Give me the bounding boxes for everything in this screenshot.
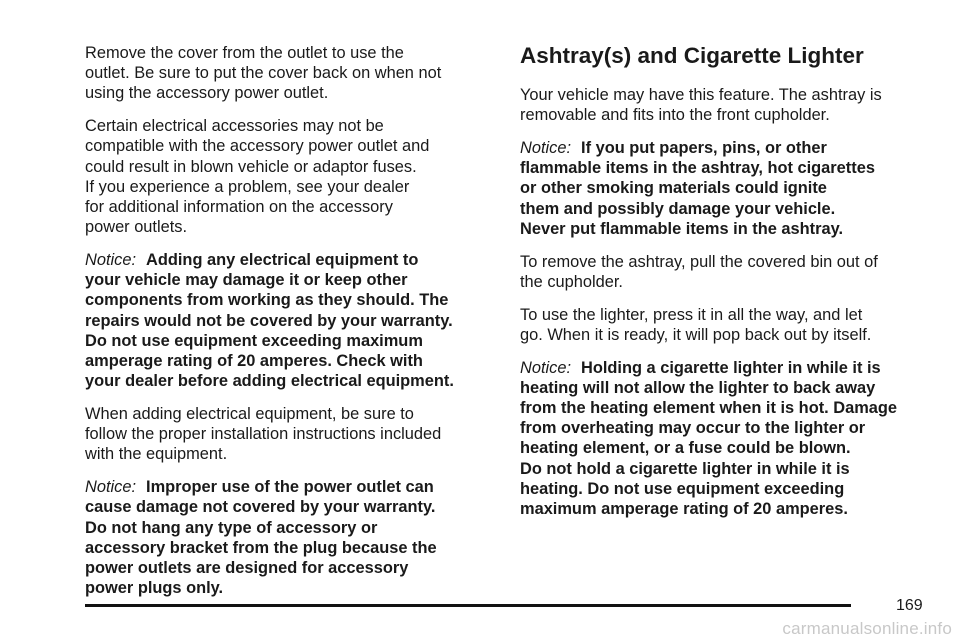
- paragraph-installation-instructions: When adding electrical equipment, be sure to follow the proper installation instructions included with the equipment.: [85, 405, 442, 464]
- notice-power-outlet-misuse: Notice: Improper use of the power outlet can cause damage not covered by your warranty. Do not hang any type of accessory or accessory bracket from the plug because the power outlets are designed for accessory power plugs only.: [85, 478, 437, 598]
- page-number: 169: [896, 597, 923, 614]
- paragraph-remove-ashtray: To remove the ashtray, pull the covered bin out of the cupholder.: [520, 252, 878, 291]
- paragraph-ashtray-feature: Your vehicle may have this feature. The ashtray is removable and fits into the front cupholder.: [520, 86, 882, 125]
- notice-electrical-equipment: Notice: Adding any electrical equipment to your vehicle may damage it or keep other components from working as they should. The repairs would not be covered by your warranty. Do not use equipment exceeding maximum amperage rating of 20 amperes. Check with your dealer before adding electrical equipment.: [85, 251, 454, 391]
- notice-label: Notice:: [85, 478, 137, 497]
- notice-lighter-heating: Notice: Holding a cigarette lighter in while it is heating will not allow the lighter to back away from the heating element when it is hot. Damage from overheating may occur to the lighter or heating element, or a fuse could be blown. Do not hold a cigarette lighter in while it is heating. Do not use equipment exceeding maximum amperage rating of 20 amperes.: [520, 358, 898, 519]
- watermark: carmanualsonline.info: [782, 619, 952, 638]
- notice-label: Notice:: [520, 139, 572, 157]
- notice-label: Notice:: [85, 251, 137, 270]
- notice-label: Notice:: [520, 358, 572, 377]
- notice-flammable-items: Notice: If you put papers, pins, or other flammable items in the ashtray, hot cigarettes or other smoking materials could ignite them and possibly damage your vehicle. Never put flammable items in the ashtray.: [520, 139, 875, 238]
- left-column: [85, 43, 500, 611]
- section-heading: Ashtray(s) and Cigarette Lighter: [520, 43, 864, 68]
- right-column: [520, 43, 940, 532]
- paragraph-use-lighter: To use the lighter, press it in all the way, and let go. When it is ready, it will pop back out by itself.: [520, 305, 872, 344]
- paragraph-accessory-compatibility: Certain electrical accessories may not be compatible with the accessory power outlet and could result in blown vehicle or adaptor fuses. If you experience a problem, see your dealer for additional information on the accessory power outlets.: [85, 117, 430, 237]
- paragraph-outlet-cover: Remove the cover from the outlet to use the outlet. Be sure to put the cover back on when not using the accessory power outlet.: [85, 44, 442, 103]
- footer-rule: [85, 604, 851, 607]
